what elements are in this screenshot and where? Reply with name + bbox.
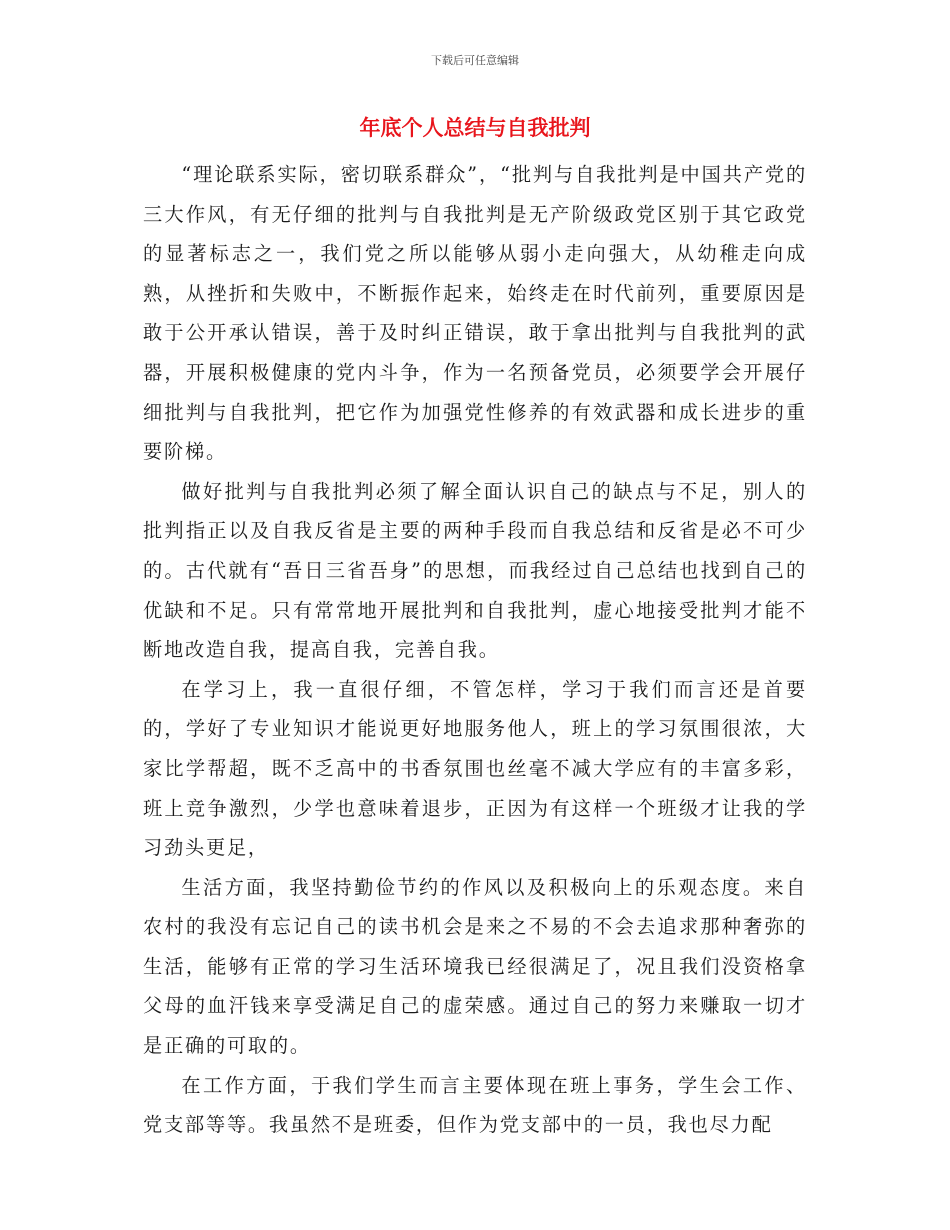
header-note: 下载后可任意编辑 — [431, 54, 519, 67]
paragraph-5: 在工作方面，于我们学生而言主要体现在班上事务，学生会工作、党支部等等。我虽然不是班委，但作为党支部中的一员，我也尽力配 — [143, 1073, 807, 1137]
paragraph-4: 生活方面，我坚持勤俭节约的作风以及积极向上的乐观态度。来自农村的我没有忘记自己的读书机会是来之不易的不会去追求那种奢弥的生活，能够有正常的学习生活环境我已经很满足了，况且我们没资格拿父母的血汗钱来享受满足自己的虚荣感。通过自己的努力来赚取一切才是正确的可取的。 — [143, 875, 807, 1058]
paragraph-1: “理论联系实际，密切联系群众”，“批判与自我批判是中国共产党的三大作风，有无仔细的批判与自我批判是无产阶级政党区别于其它政党的显著标志之一，我们党之所以能够从弱小走向强大，从幼稚走向成熟，从挫折和失败中，不断振作起来，始终走在时代前列，重要原因是敢于公开承认错误，善于及时纠正错误，敢于拿出批判与自我批判的武器，开展积极健康的党内斗争，作为一名预备党员，必须要学会开展仔细批判与自我批判，把它作为加强党性修养的有效武器和成长进步的重要阶梯。 — [143, 163, 807, 464]
document-title: 年底个人总结与自我批判 — [359, 116, 591, 140]
paragraph-2: 做好批判与自我批判必须了解全面认识自己的缺点与不足，别人的批判指正以及自我反省是主要的两种手段而自我总结和反省是必不可少的。古代就有“吾日三省吾身”的思想，而我经过自己总结也找到自己的优缺和不足。只有常常地开展批判和自我批判，虚心地接受批判才能不断地改造自我，提高自我，完善自我。 — [143, 479, 807, 662]
document-body — [143, 155, 807, 1145]
paragraph-3: 在学习上，我一直很仔细，不管怎样，学习于我们而言还是首要的，学好了专业知识才能说更好地服务他人，班上的学习氛围很浓，大家比学帮超，既不乏高中的书香氛围也丝毫不减大学应有的丰富多彩，班上竞争激烈，少学也意味着退步，正因为有这样一个班级才让我的学习劲头更足， — [143, 677, 807, 860]
